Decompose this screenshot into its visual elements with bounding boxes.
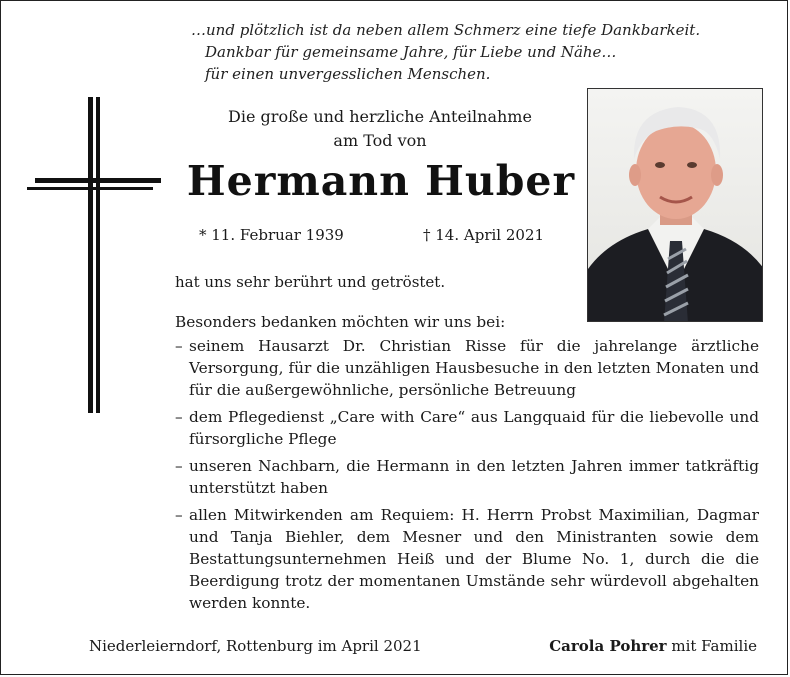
- thanks-item-4: allen Mitwirkenden am Requiem: H. Herrn Probst Maximilian, Dagmar und Tanja Biehler, dem Mesner und den Ministranten sowie dem Bestattungsunternehmen Heiß und der Blume No. 1, durch die die Beerdigung trotz der momentanen Umstände sehr würdevoll abgehalten werden konnte.: [189, 506, 759, 612]
- quote-line-1: …und plötzlich ist da neben allem Schmerz eine tiefe Dankbarkeit.: [191, 21, 701, 39]
- deceased-name: Hermann Huber: [186, 157, 576, 205]
- thanks-item-2: dem Pflegedienst „Care with Care“ aus Langquaid für die liebevolle und fürsorgliche Pflege: [189, 408, 759, 448]
- intro-line-1: Die große und herzliche Anteilnahme: [228, 107, 532, 126]
- death-date: † 14. April 2021: [423, 226, 545, 244]
- thanks-lead: Besonders bedanken möchten wir uns bei:: [175, 313, 506, 331]
- signer-name: Carola Pohrer: [549, 637, 667, 655]
- dash-2: –: [175, 408, 183, 426]
- thanks-item-3: unseren Nachbarn, die Hermann in den letzten Jahren immer tatkräftig unterstützt haben: [189, 457, 759, 497]
- intro-text: [201, 105, 559, 153]
- thanks-section: [175, 311, 759, 619]
- portrait-photo: [587, 88, 763, 322]
- quote-line-2: Dankbar für gemeinsame Jahre, für Liebe und Nähe…: [205, 43, 617, 61]
- portrait-image: [588, 89, 763, 322]
- signature: [549, 637, 757, 655]
- dash-4: –: [175, 506, 183, 524]
- cross-icon: [27, 97, 161, 415]
- signer-suffix: mit Familie: [666, 637, 757, 655]
- dash-3: –: [175, 457, 183, 475]
- dash-1: –: [175, 337, 183, 355]
- list-item: [175, 406, 759, 450]
- quote-line-3: für einen unvergesslichen Menschen.: [205, 65, 491, 83]
- thanks-item-1: seinem Hausarzt Dr. Christian Risse für die jahrelange ärztliche Versorgung, für die unzähligen Hausbesuche in den letzten Monaten und für die außergewöhnliche, persönliche Betreuung: [189, 337, 759, 399]
- list-item: [175, 335, 759, 401]
- list-item: [175, 504, 759, 614]
- list-item: [175, 455, 759, 499]
- thanks-list: [175, 335, 759, 614]
- birth-date: * 11. Februar 1939: [199, 226, 344, 244]
- opening-quote: [191, 19, 771, 85]
- touched-line: hat uns sehr berührt und getröstet.: [175, 273, 446, 291]
- place-date: Niederleierndorf, Rottenburg im April 2021: [89, 637, 422, 655]
- intro-line-2: am Tod von: [333, 131, 427, 150]
